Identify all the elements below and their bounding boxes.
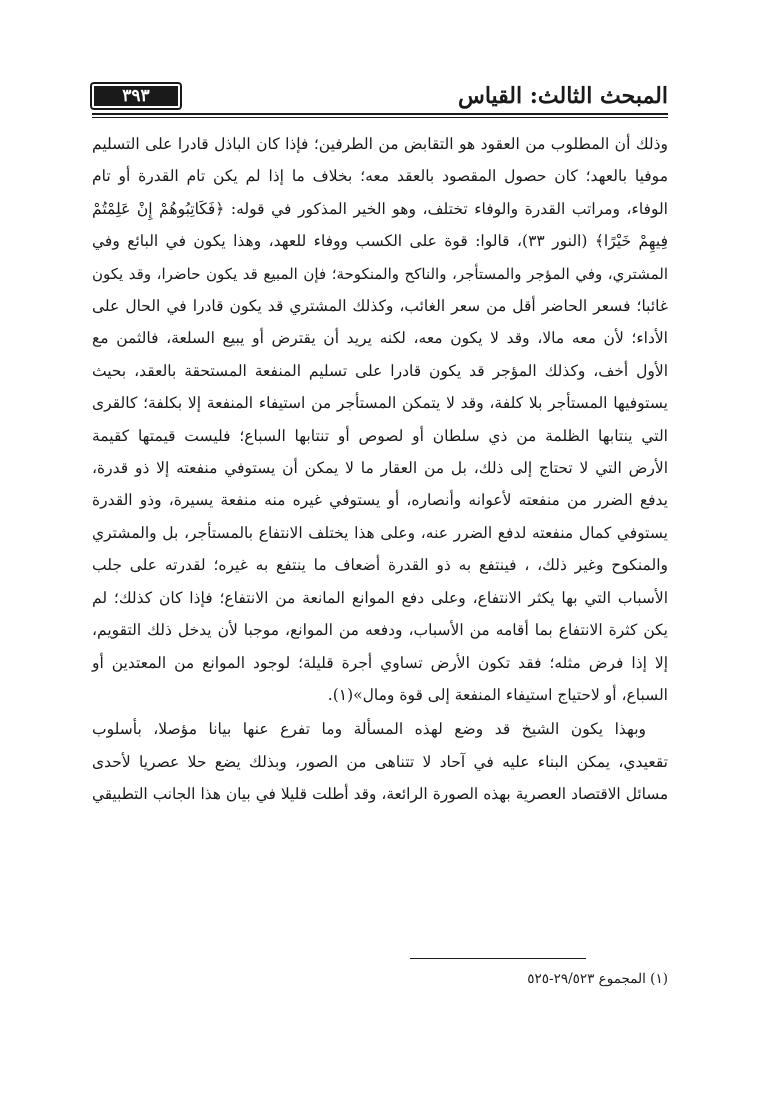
paragraph-2 xyxy=(92,713,668,810)
text-line: تقعيدي، يمكن البناء عليه في آحاد لا تتناهى من الصور، وبذلك يضع حلا عصريا لأحدى xyxy=(92,752,668,771)
page-number: ٣٩٣ xyxy=(92,84,180,108)
running-title: المبحث الثالث: القياس xyxy=(457,83,668,109)
text-line: المشتري، وفي المؤجر والمستأجر، والناكح والمنكوحة؛ فإن المبيع قد يكون حاضرا، وقد يكون xyxy=(92,264,668,283)
text-line: الوفاء، ومراتب القدرة والوفاء تختلف، وهو الخير المذكور في قوله: ﴿فَكَاتِبُوهُمْ إِنْ عَلِمْتُمْ xyxy=(92,199,668,218)
body-text xyxy=(92,128,668,811)
footnote: (١) المجموع ٢٩/٥٢٣-٥٢٥ xyxy=(527,971,668,987)
text-line: إلا إذا فرض مثله؛ فقد تكون الأرض تساوي أجرة قليلة؛ لوجود الموانع من المعتدين أو xyxy=(92,653,668,672)
text-line: يكن كثرة الانتفاع بما أقامه من الأسباب، ودفعه من الموانع، موجبا لأن يدخل ذلك التقويم، xyxy=(92,621,668,640)
text-line: موفيا بالعهد؛ كان حصول المقصود بالعقد معه؛ بخلاف ما إذا لم يكن تام القدرة أو تام xyxy=(92,167,668,186)
text-line: فِيهِمْ خَيْرًا﴾ (النور ٣٣)، قالوا: قوة على الكسب ووفاء للعهد، وهذا يكون في البائع وفي xyxy=(92,232,668,251)
text-line: وذلك أن المطلوب من العقود هو التقابض من الطرفين؛ فإذا كان الباذل قادرا على التسليم xyxy=(92,135,668,153)
text-line: الأسباب التي بها يكثر الانتفاع، وعلى دفع الموانع المانعة من الانتفاع؛ فإذا كان كذلك؛ لم xyxy=(92,588,668,607)
paragraph-1 xyxy=(92,128,668,711)
text-line: يستوفيها المستأجر بلا كلفة، وقد لا يتمكن المستأجر من استيفاء المنفعة إلا بكلفة؛ كالقرى xyxy=(92,394,668,413)
text-line: يدفع الضرر من منفعته لأعوانه وأنصاره، أو يستوفي غيره منه منفعة يسيرة، وذو القدرة xyxy=(92,491,668,510)
text-line: يستوفي كمال منفعته لدفع الضرر عنه، وعلى هذا يختلف الانتفاع بالمستأجر، بل والمشتري xyxy=(92,523,668,542)
text-line: التي ينتابها الظلمة من ذي سلطان أو لصوص أو تنتابها السباع؛ فليست قيمتها كقيمة xyxy=(92,426,668,445)
header-rule xyxy=(92,113,668,115)
text-line: غائبا؛ فسعر الحاضر أقل من سعر الغائب، وكذلك المشتري قد يكون قادرا في الحال على xyxy=(92,297,668,316)
text-line: وبهذا يكون الشيخ قد وضع لهذه المسألة وما تفرع عنها بيانا مؤصلا، بأسلوب xyxy=(92,720,646,739)
page-header xyxy=(92,80,668,120)
text-line: السباع، أو لاحتياج استيفاء المنفعة إلى قوة ومال»(١). xyxy=(327,685,668,704)
text-line: مسائل الاقتصاد العصرية بهذه الصورة الرائعة، وقد أطلت قليلا في بيان هذا الجانب التطبيقي xyxy=(92,785,668,804)
footnote-rule xyxy=(410,958,586,959)
text-line: الأداء؛ لأن معه مالا، وقد لا يكون معه، لكنه يريد أن يقترض أو يبيع السلعة، فالثمن مع xyxy=(92,329,668,348)
text-line: الأرض التي لا تحتاج إلى ذلك، بل من العقار ما لا يمكن أن يستوفي منفعته إلا ذو قدرة، xyxy=(92,459,668,478)
text-line: الأول أخف، وكذلك المؤجر قد يكون قادرا على تسليم المنفعة المستحقة بالعقد، بحيث xyxy=(92,361,668,380)
text-line: والمنكوح وغير ذلك، ، فينتفع به ذو القدرة أضعاف ما ينتفع به غيره؛ لقدرته على جلب xyxy=(92,556,668,575)
